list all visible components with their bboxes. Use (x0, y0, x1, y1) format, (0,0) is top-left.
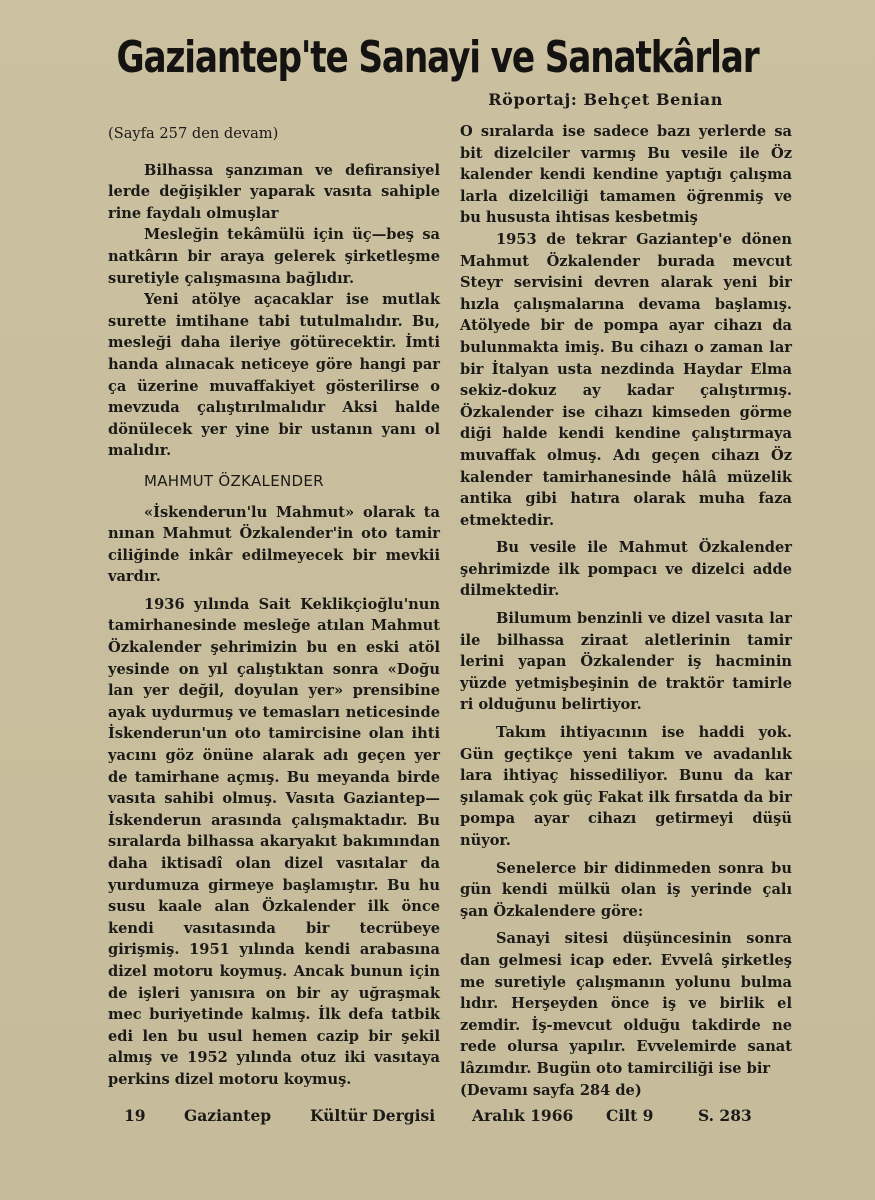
volume-number: Cilt 9 (606, 1106, 654, 1125)
section-heading: MAHMUT ÖZKALENDER (144, 471, 324, 490)
issue-number: S. 283 (698, 1106, 752, 1125)
paragraph: Bu vesile ile Mahmut Özkalender şehrimizde ilk pompacı ve dizelci adde dilmektedir. (460, 539, 792, 600)
paragraph: «İskenderun'lu Mahmut» olarak ta nınan Mahmut Özkalender'in oto tamir ciliğinde inkâr edilmeyecek bir mevkii vardır. (108, 503, 440, 586)
right-column (460, 121, 792, 1101)
continues-on-note: (Devamı sayfa 284 de) (460, 1081, 642, 1099)
article-title: Gaziantep'te Sanayi ve Sanatkârlar (116, 32, 759, 83)
continued-from-note: (Sayfa 257 den devam) (108, 125, 279, 142)
paragraph: Senelerce bir didinmeden sonra bu gün kendi mülkü olan iş yerinde çalı şan Özkalendere göre: (460, 859, 792, 920)
paragraph: O sıralarda ise sadece bazı yerlerde sa bit dizelciler varmış Bu vesile ile Öz kalender kendi kendine yaptığı çalışma larla dizelciliği tamamen öğrenmiş ve bu hususta ihtisas kesbetmiş (460, 123, 792, 227)
page-number: 19 (124, 1106, 146, 1125)
paragraph: Yeni atölye açacaklar ise mutlak surette imtihane tabi tutulmalıdır. Bu, mesleği daha ileriye götürecektir. İmti handa alınacak neticeye göre hangi par ça üzerine muvaffakiyet gösterilirse o mevzuda çalıştırılmalıdır Aksi halde dönülecek yer yine bir ustanın yanı ol malıdır. (108, 291, 440, 460)
magazine-name: Gaziantep (184, 1106, 272, 1125)
left-column (108, 121, 440, 1091)
paragraph: Sanayi sitesi düşüncesinin sonra dan gelmesi icap eder. Evvelâ şirketleş me suretiyle çalışmanın yolunu bulma lıdır. Herşeyden önce iş ve birlik el zemdir. İş-mevcut olduğu takdirde ne rede olursa yapılır. Evvelemirde sanat lâzımdır. Bugün oto tamirciliği ise bir (460, 930, 792, 1077)
magazine-name-subtitle: Kültür Dergisi (310, 1106, 436, 1125)
paragraph: Bilhassa şanzıman ve defiransiyel lerde değişikler yaparak vasıta sahiple rine faydalı olmuşlar (108, 161, 440, 222)
paragraph: 1953 de tekrar Gaziantep'e dönen Mahmut Özkalender burada mevcut Steyr servisini devren alarak yeni bir hızla çalışmalarına devama başlamış. Atölyede bir de pompa ayar cihazı da bulunmaktа imiş. Bu cihazı o zaman lar bir İtalyan usta nezdinda Haydar Elma sekiz-dokuz ay kadar çalıştırmış. Özkalender ise cihazı kimseden görme diği halde kendi kendine çalıştırmaya muvaffak olmuş. Adı geçen cihazı Öz kalender tamirhanesinde hâlâ müzelik antika gibi hatıra olarak muha faza etmektedir. (460, 230, 792, 529)
paragraph: Takım ihtiyacının ise haddi yok. Gün geçtikçe yeni takım ve avadanlık lara ihtiyaç hissediliyor. Bunu da kar şılamak çok güç Fakat ilk fırsatda da bir pompa ayar cihazı getirmeyi düşü nüyor. (460, 724, 792, 849)
issue-date: Aralık 1966 (472, 1106, 574, 1125)
paragraph: 1936 yılında Sait Keklikçioğlu'nun tamirhanesinde mesleğe atılan Mahmut Özkalender şehrimizin bu en eski atöl yesinde on yıl çalıştıktan sonra «Doğu lan yer değil, doyulan yer» prensibine ayak uydurmuş ve temasları neticesinde İskenderun'un oto tamircisine olan ihti yacını göz önüne alarak adı geçen yer de tamirhane açmış. Bu meyanda birde vasıta sahibi olmuş. Vasıta Gaziantep—İskenderun arasında çalışmaktadır. Bu sıralarda bilhassa akaryakıt bakımından daha iktisadî olan dizel vasıtalar da yurdumuza girmeye başlamıştır. Bu hu susu kaale alan Özkalender ilk önce kendi vasıtasında bir tecrübeye girişmiş. 1951 yılında kendi arabasına dizel motoru koymuş. Ancak bunun için de işleri yanısıra on bir ay uğraşmak mec buriyetinde kalmış. İlk defa tatbik edi len bu usul hemen cazip bir şekil almış ve 1952 yılında otuz iki vasıtaya perkins dizel motoru koymuş. (108, 595, 440, 1088)
paragraph: Mesleğin tekâmülü için üç—beş sa natkârın bir araya gelerek şirketleşme suretiyle çalışmasına bağlıdır. (108, 226, 440, 287)
article-byline: Röportaj: Behçet Benian (488, 90, 723, 109)
paragraph: Bilumum benzinli ve dizel vasıta lar ile bilhassa ziraat aletlerinin tamir lerini yapan Özkalender iş hacminin yüzde yetmişbeşinin de traktör tamirle ri olduğunu belirtiyor. (460, 610, 792, 714)
